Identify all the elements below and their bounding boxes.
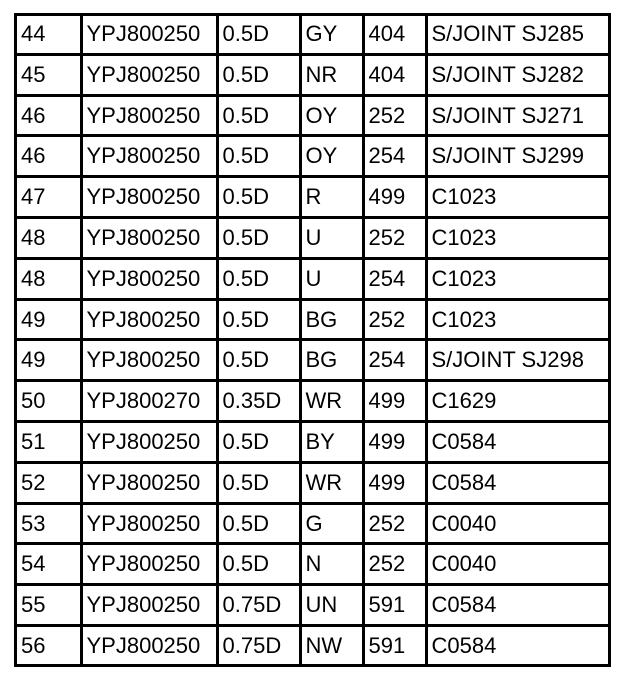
row-number-cell: 49	[17, 340, 81, 381]
size-cell: 0.5D	[217, 462, 300, 503]
color-cell: UN	[300, 585, 363, 626]
size-cell: 0.5D	[217, 177, 300, 218]
destination-cell: C0584	[426, 585, 608, 626]
table-row	[17, 462, 608, 503]
part-number-cell: YPJ800270	[81, 381, 217, 422]
table-row	[17, 503, 608, 544]
size-cell: 0.75D	[217, 626, 300, 665]
table-row	[17, 177, 608, 218]
color-cell: GY	[300, 16, 363, 54]
part-number-cell: YPJ800250	[81, 218, 217, 259]
part-number-cell: YPJ800250	[81, 422, 217, 463]
color-cell: U	[300, 258, 363, 299]
color-cell: R	[300, 177, 363, 218]
row-number-cell: 47	[17, 177, 81, 218]
size-cell: 0.35D	[217, 381, 300, 422]
part-number-cell: YPJ800250	[81, 16, 217, 54]
destination-cell: C0040	[426, 503, 608, 544]
size-cell: 0.5D	[217, 340, 300, 381]
size-cell: 0.5D	[217, 258, 300, 299]
part-number-cell: YPJ800250	[81, 585, 217, 626]
table-body	[17, 16, 608, 664]
part-number-cell: YPJ800250	[81, 177, 217, 218]
code-cell: 591	[363, 626, 426, 665]
color-cell: G	[300, 503, 363, 544]
code-cell: 252	[363, 299, 426, 340]
code-cell: 499	[363, 462, 426, 503]
table-row	[17, 544, 608, 585]
wiring-table-frame	[14, 13, 611, 667]
table-row	[17, 340, 608, 381]
code-cell: 254	[363, 340, 426, 381]
destination-cell: C1023	[426, 177, 608, 218]
destination-cell: S/JOINT SJ299	[426, 136, 608, 177]
code-cell: 404	[363, 54, 426, 95]
code-cell: 591	[363, 585, 426, 626]
row-number-cell: 48	[17, 258, 81, 299]
part-number-cell: YPJ800250	[81, 258, 217, 299]
code-cell: 252	[363, 544, 426, 585]
row-number-cell: 44	[17, 16, 81, 54]
table-row	[17, 95, 608, 136]
size-cell: 0.5D	[217, 422, 300, 463]
part-number-cell: YPJ800250	[81, 626, 217, 665]
destination-cell: C0584	[426, 462, 608, 503]
color-cell: BY	[300, 422, 363, 463]
table-row	[17, 218, 608, 259]
code-cell: 254	[363, 258, 426, 299]
destination-cell: C0584	[426, 626, 608, 665]
color-cell: NR	[300, 54, 363, 95]
size-cell: 0.5D	[217, 54, 300, 95]
table-row	[17, 626, 608, 665]
size-cell: 0.5D	[217, 218, 300, 259]
table-row	[17, 422, 608, 463]
size-cell: 0.5D	[217, 16, 300, 54]
part-number-cell: YPJ800250	[81, 544, 217, 585]
table-row	[17, 381, 608, 422]
color-cell: U	[300, 218, 363, 259]
code-cell: 254	[363, 136, 426, 177]
size-cell: 0.5D	[217, 544, 300, 585]
code-cell: 499	[363, 422, 426, 463]
color-cell: WR	[300, 381, 363, 422]
destination-cell: C0040	[426, 544, 608, 585]
wiring-table	[17, 16, 608, 664]
color-cell: N	[300, 544, 363, 585]
code-cell: 252	[363, 503, 426, 544]
destination-cell: C1023	[426, 299, 608, 340]
table-row	[17, 585, 608, 626]
part-number-cell: YPJ800250	[81, 462, 217, 503]
row-number-cell: 45	[17, 54, 81, 95]
color-cell: WR	[300, 462, 363, 503]
row-number-cell: 46	[17, 95, 81, 136]
part-number-cell: YPJ800250	[81, 503, 217, 544]
size-cell: 0.75D	[217, 585, 300, 626]
part-number-cell: YPJ800250	[81, 95, 217, 136]
row-number-cell: 49	[17, 299, 81, 340]
size-cell: 0.5D	[217, 299, 300, 340]
size-cell: 0.5D	[217, 95, 300, 136]
destination-cell: C0584	[426, 422, 608, 463]
destination-cell: C1629	[426, 381, 608, 422]
row-number-cell: 48	[17, 218, 81, 259]
row-number-cell: 50	[17, 381, 81, 422]
table-row	[17, 16, 608, 54]
code-cell: 499	[363, 381, 426, 422]
destination-cell: C1023	[426, 258, 608, 299]
table-row	[17, 136, 608, 177]
part-number-cell: YPJ800250	[81, 340, 217, 381]
row-number-cell: 55	[17, 585, 81, 626]
color-cell: OY	[300, 95, 363, 136]
destination-cell: C1023	[426, 218, 608, 259]
part-number-cell: YPJ800250	[81, 299, 217, 340]
row-number-cell: 51	[17, 422, 81, 463]
destination-cell: S/JOINT SJ271	[426, 95, 608, 136]
part-number-cell: YPJ800250	[81, 136, 217, 177]
code-cell: 404	[363, 16, 426, 54]
destination-cell: S/JOINT SJ282	[426, 54, 608, 95]
row-number-cell: 52	[17, 462, 81, 503]
row-number-cell: 54	[17, 544, 81, 585]
color-cell: OY	[300, 136, 363, 177]
table-row	[17, 299, 608, 340]
color-cell: BG	[300, 340, 363, 381]
color-cell: NW	[300, 626, 363, 665]
destination-cell: S/JOINT SJ298	[426, 340, 608, 381]
code-cell: 252	[363, 218, 426, 259]
row-number-cell: 46	[17, 136, 81, 177]
code-cell: 252	[363, 95, 426, 136]
row-number-cell: 53	[17, 503, 81, 544]
part-number-cell: YPJ800250	[81, 54, 217, 95]
size-cell: 0.5D	[217, 503, 300, 544]
size-cell: 0.5D	[217, 136, 300, 177]
code-cell: 499	[363, 177, 426, 218]
destination-cell: S/JOINT SJ285	[426, 16, 608, 54]
color-cell: BG	[300, 299, 363, 340]
table-row	[17, 258, 608, 299]
row-number-cell: 56	[17, 626, 81, 665]
table-row	[17, 54, 608, 95]
